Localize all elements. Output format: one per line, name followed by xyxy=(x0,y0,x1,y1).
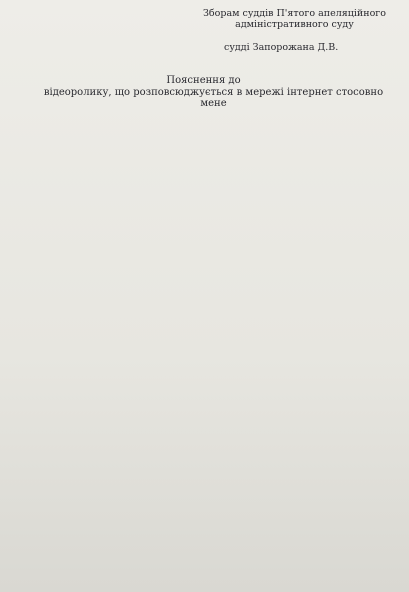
document-body xyxy=(10,118,397,308)
document-title xyxy=(10,75,397,110)
body-paragraph xyxy=(10,268,397,278)
addressee-judge: судді Запорожана Д.В. xyxy=(224,42,339,53)
title-line: Пояснення до xyxy=(166,75,241,86)
body-paragraph xyxy=(10,128,397,138)
body-paragraph xyxy=(10,248,397,258)
body-paragraph xyxy=(10,178,397,188)
body-paragraph xyxy=(10,288,397,298)
addressee-line: Зборам суддів П'ятого апеляційного xyxy=(203,8,386,19)
body-paragraph xyxy=(10,198,397,208)
body-paragraph xyxy=(10,168,397,178)
body-paragraph xyxy=(10,118,397,128)
body-paragraph xyxy=(10,208,397,218)
body-paragraph xyxy=(10,138,397,148)
body-paragraph xyxy=(10,238,397,248)
body-paragraph xyxy=(10,278,397,288)
title-line: відеоролику, що розповсюджується в мережі інтернет стосовно мене xyxy=(43,86,384,109)
body-paragraph xyxy=(10,258,397,268)
addressee-block xyxy=(192,8,397,30)
body-paragraph xyxy=(10,298,397,308)
addressee-line: адміністративного суду xyxy=(235,19,354,30)
body-paragraph xyxy=(10,148,397,158)
body-paragraph xyxy=(10,228,397,238)
body-paragraph xyxy=(10,188,397,198)
body-paragraph xyxy=(10,218,397,228)
body-paragraph xyxy=(10,158,397,168)
